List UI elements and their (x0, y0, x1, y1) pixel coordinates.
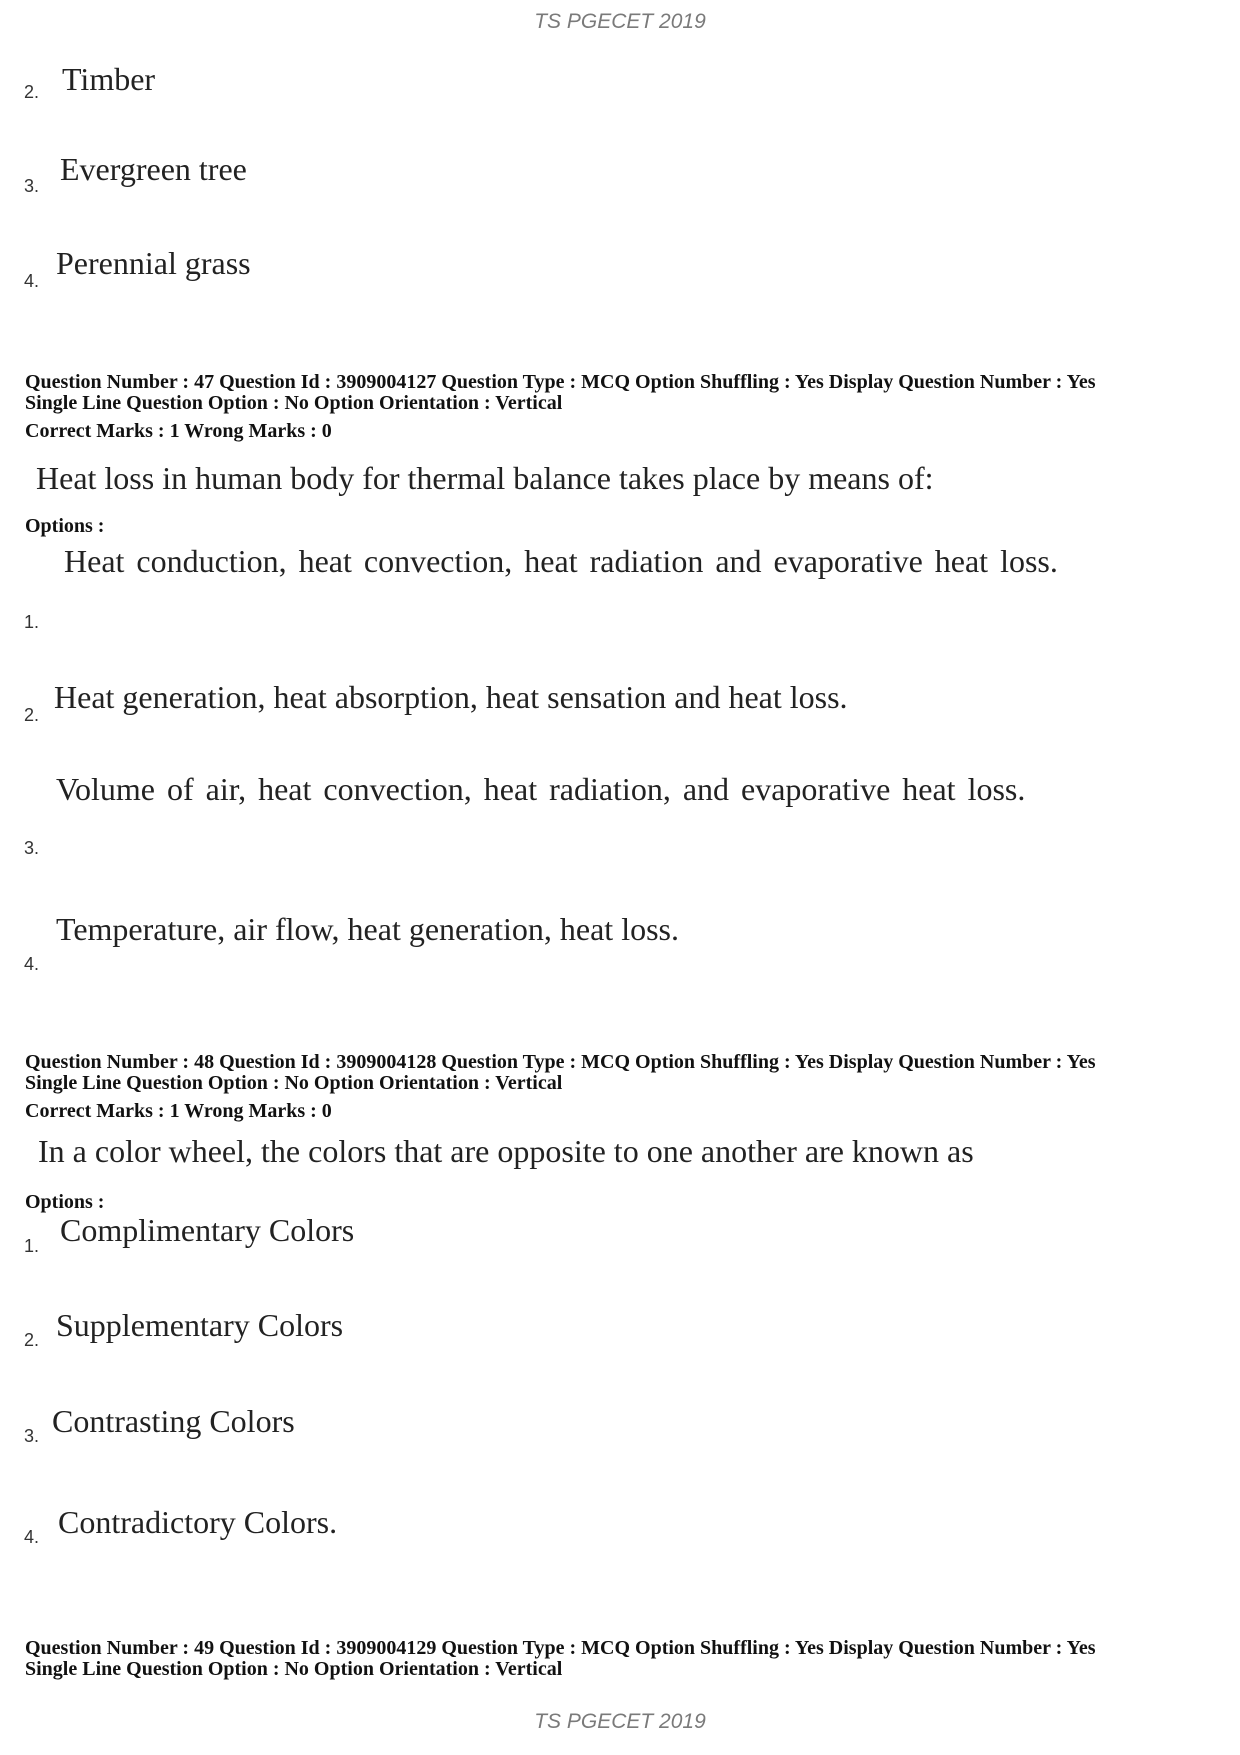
question-text: Heat loss in human body for thermal balance takes place by means of: (36, 460, 934, 496)
question-meta: Single Line Question Option : No Option Orientation : Vertical (25, 1072, 563, 1094)
question-meta: Question Number : 47 Question Id : 3909004127 Question Type : MCQ Option Shuffling : Yes Display Question Number : Yes (25, 371, 1096, 393)
option-number: 3. (24, 838, 40, 858)
option-number: 4. (24, 271, 40, 291)
option-number: 1. (24, 612, 40, 632)
option-number: 3. (24, 176, 40, 196)
option-number: 2. (24, 82, 40, 102)
question-meta: Single Line Question Option : No Option Orientation : Vertical (25, 1658, 563, 1680)
option-text: Volume of air, heat convection, heat radiation, and evaporative heat loss. (56, 771, 1026, 807)
option-text: Heat generation, heat absorption, heat sensation and heat loss. (54, 679, 848, 715)
options-label: Options : (25, 1191, 105, 1213)
question-meta: Single Line Question Option : No Option Orientation : Vertical (25, 392, 563, 414)
question-marks: Correct Marks : 1 Wrong Marks : 0 (25, 420, 332, 442)
option-text: Contradictory Colors. (58, 1504, 338, 1540)
option-text: Evergreen tree (60, 151, 247, 187)
option-number: 2. (24, 705, 40, 725)
options-label: Options : (25, 515, 105, 537)
page-footer: TS PGECET 2019 (534, 1710, 706, 1733)
option-text: Complimentary Colors (60, 1212, 355, 1248)
option-text: Supplementary Colors (56, 1307, 344, 1343)
option-number: 4. (24, 954, 40, 974)
option-text: Perennial grass (56, 245, 251, 281)
question-meta: Question Number : 49 Question Id : 3909004129 Question Type : MCQ Option Shuffling : Yes Display Question Number : Yes (25, 1637, 1096, 1659)
option-number: 1. (24, 1236, 40, 1256)
page-header: TS PGECET 2019 (534, 10, 706, 33)
question-text: In a color wheel, the colors that are opposite to one another are known as (38, 1133, 974, 1169)
question-meta: Question Number : 48 Question Id : 3909004128 Question Type : MCQ Option Shuffling : Yes Display Question Number : Yes (25, 1051, 1096, 1073)
option-text: Contrasting Colors (52, 1403, 295, 1439)
option-number: 4. (24, 1527, 40, 1547)
question-marks: Correct Marks : 1 Wrong Marks : 0 (25, 1100, 332, 1122)
option-text: Temperature, air flow, heat generation, heat loss. (56, 911, 679, 947)
option-number: 3. (24, 1426, 40, 1446)
option-number: 2. (24, 1330, 40, 1350)
option-text: Heat conduction, heat convection, heat radiation and evaporative heat loss. (64, 543, 1058, 579)
option-text: Timber (62, 61, 156, 97)
